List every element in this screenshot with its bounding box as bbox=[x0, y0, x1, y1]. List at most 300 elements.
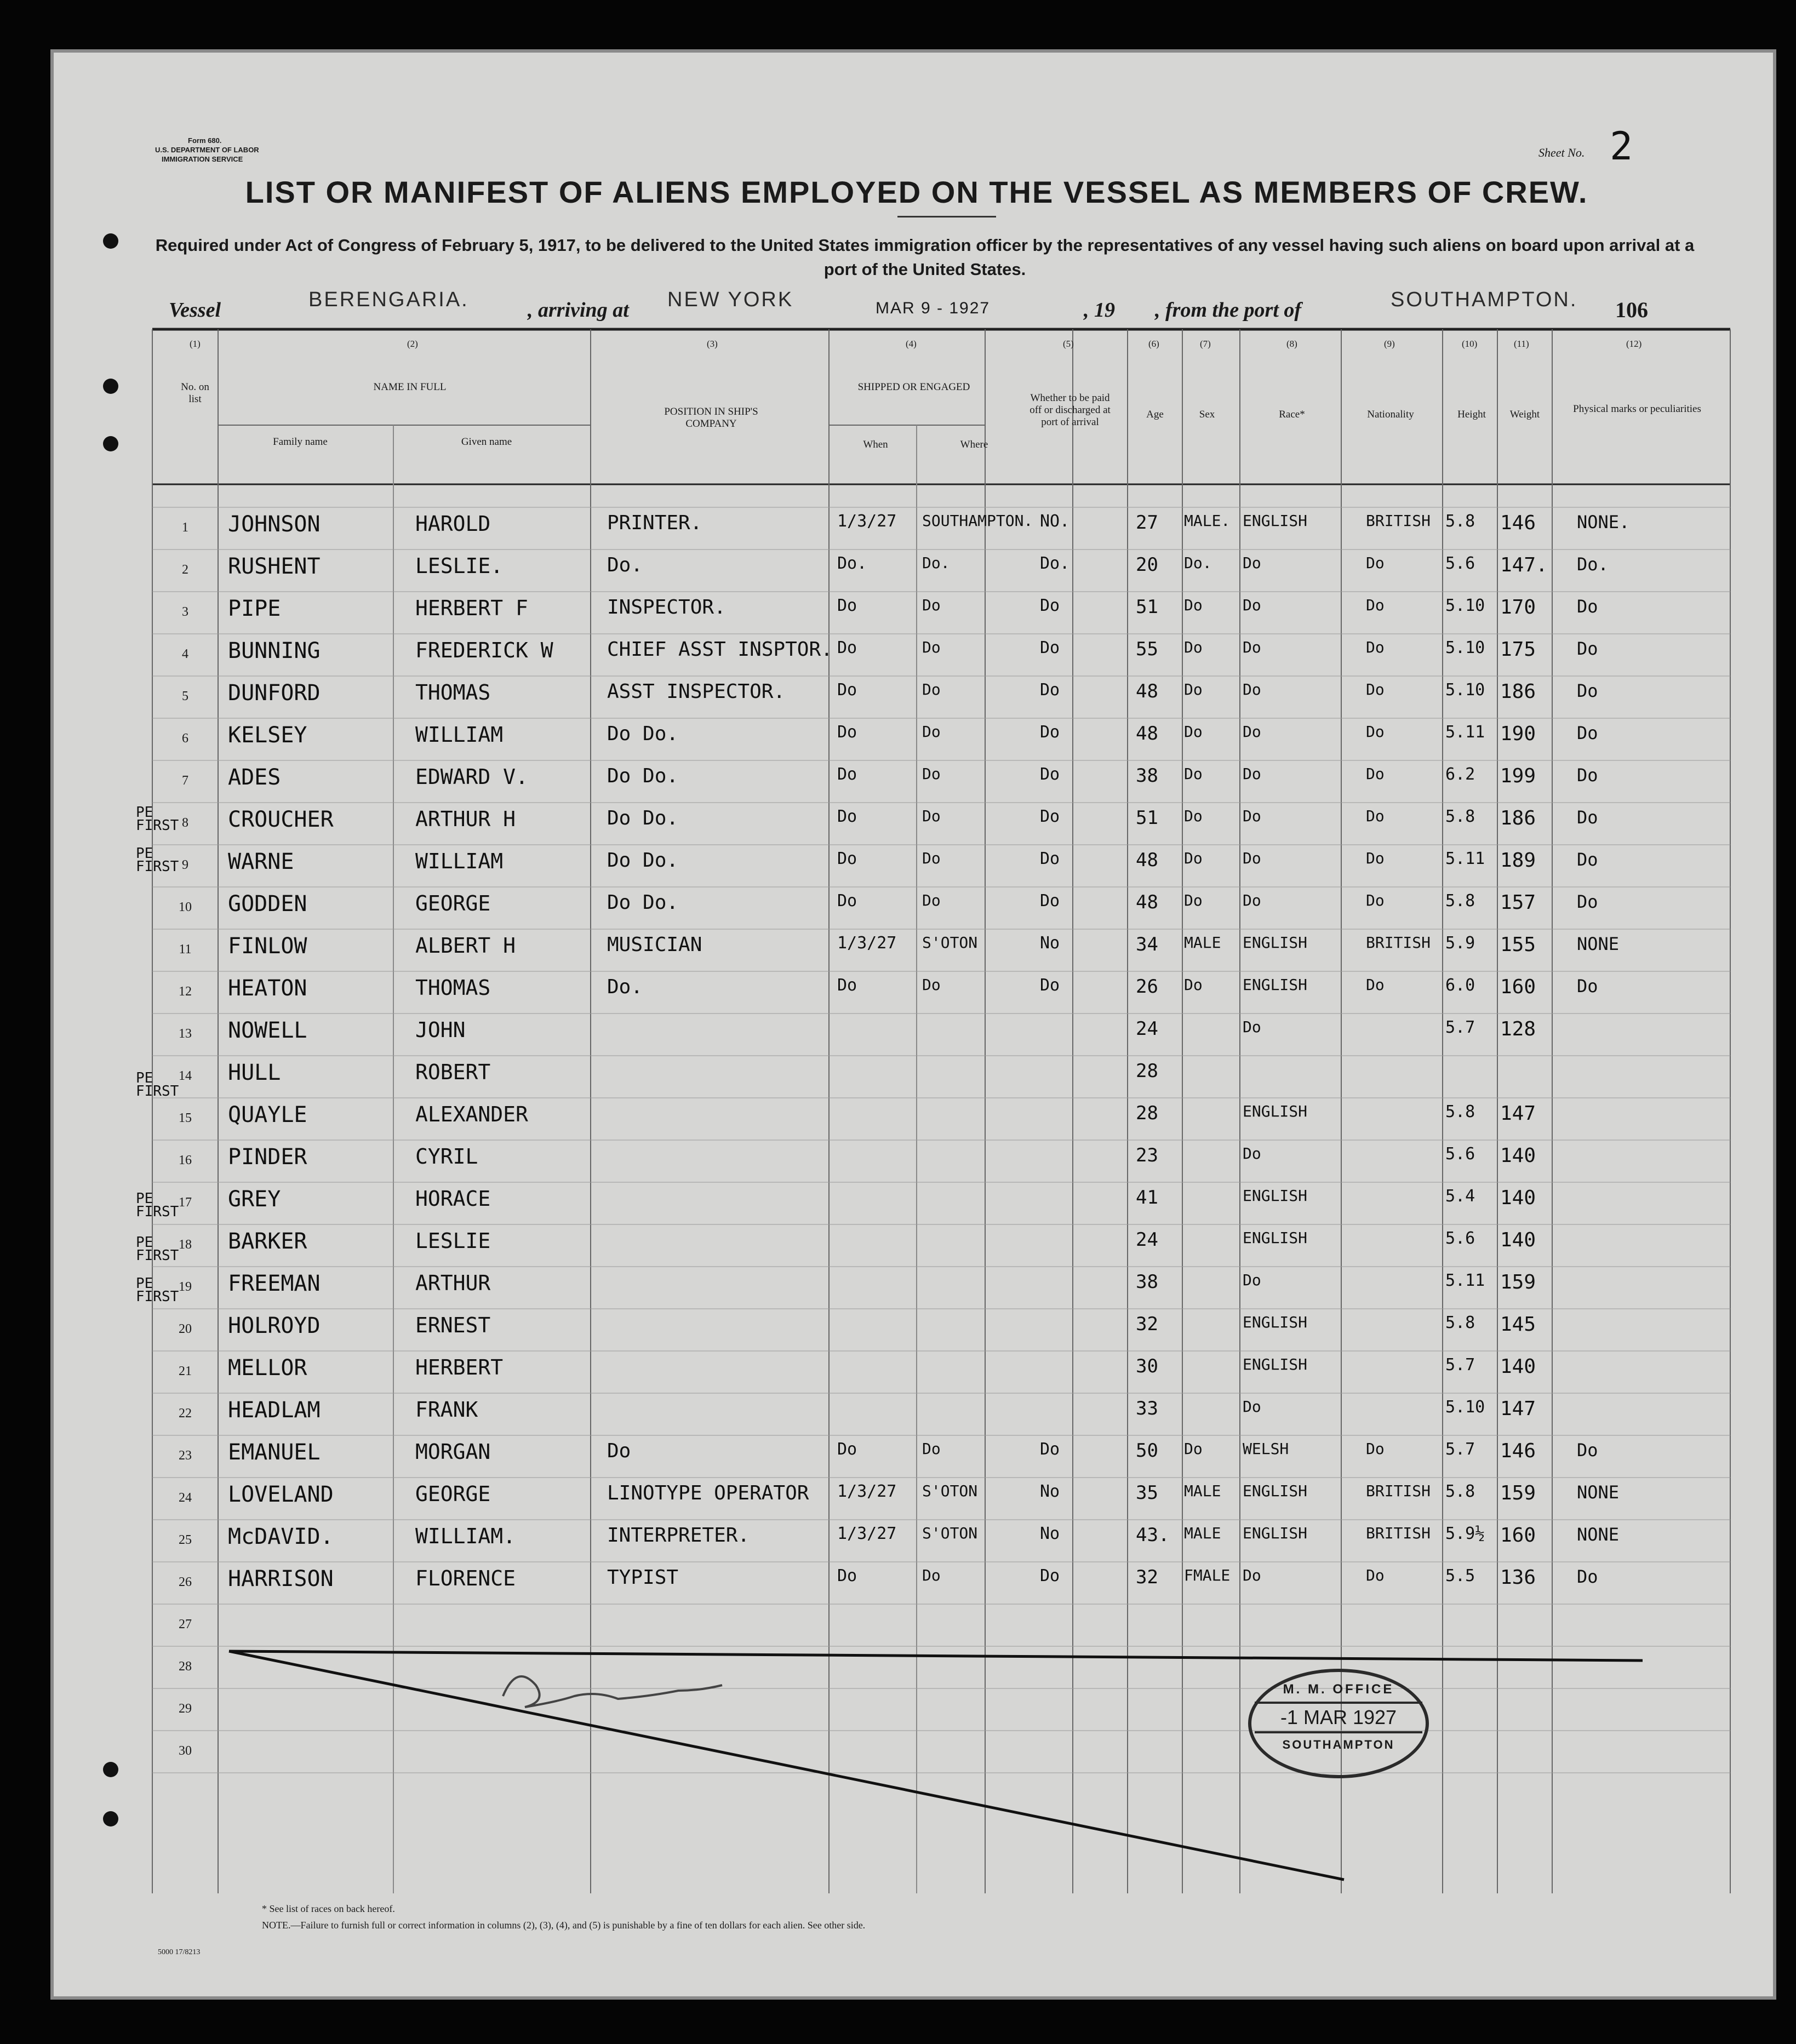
height: 5.8 bbox=[1445, 1313, 1475, 1332]
height: 5.8 bbox=[1445, 1102, 1475, 1121]
family-name: GODDEN bbox=[228, 891, 307, 917]
margin-note: PE FIRST bbox=[136, 1234, 179, 1264]
physical-marks: Do bbox=[1577, 723, 1598, 743]
shipped-when: 1/3/27 bbox=[837, 1482, 897, 1501]
height: 5.10 bbox=[1445, 638, 1485, 657]
height: 5.8 bbox=[1445, 1482, 1475, 1501]
paid-off: No bbox=[1040, 934, 1060, 953]
sex: MALE. bbox=[1184, 512, 1231, 530]
given-name: GEORGE bbox=[415, 891, 491, 915]
col1-header: No. on list bbox=[181, 381, 209, 405]
arriving-port: NEW YORK bbox=[667, 288, 794, 311]
given-name: FLORENCE bbox=[415, 1566, 516, 1590]
height: 5.7 bbox=[1445, 1440, 1475, 1459]
physical-marks: Do bbox=[1577, 638, 1598, 659]
height: 5.7 bbox=[1445, 1355, 1475, 1375]
age: 48 bbox=[1136, 891, 1158, 913]
age: 48 bbox=[1136, 723, 1158, 745]
nationality: Do bbox=[1366, 976, 1385, 994]
punch-hole bbox=[103, 1762, 118, 1777]
shipped-where: S'OTON bbox=[922, 1524, 978, 1542]
age: 23 bbox=[1136, 1144, 1158, 1166]
margin-note: PE FIRST bbox=[136, 1275, 179, 1305]
race: Do bbox=[1243, 1144, 1261, 1163]
physical-marks: Do bbox=[1577, 849, 1598, 870]
shipped-where: Do bbox=[922, 1440, 941, 1458]
height: 5.11 bbox=[1445, 1271, 1485, 1290]
given-name: HORACE bbox=[415, 1187, 491, 1211]
race: ENGLISH bbox=[1243, 1313, 1308, 1331]
height: 6.0 bbox=[1445, 976, 1475, 995]
weight: 175 bbox=[1500, 638, 1536, 661]
weight: 146 bbox=[1500, 1440, 1536, 1462]
vessel-name: BERENGARIA. bbox=[308, 288, 469, 311]
family-name: FREEMAN bbox=[228, 1271, 321, 1296]
given-name: WILLIAM. bbox=[415, 1524, 516, 1548]
col11-number: (11) bbox=[1514, 339, 1529, 349]
given-name: FRANK bbox=[415, 1398, 478, 1422]
row-number: 10 bbox=[179, 900, 192, 914]
col10-number: (10) bbox=[1462, 339, 1478, 349]
margin-note: PE FIRST bbox=[136, 845, 179, 875]
shipped-where: Do bbox=[922, 680, 941, 698]
height: 5.9½ bbox=[1445, 1524, 1485, 1543]
row-number: 13 bbox=[179, 1027, 192, 1041]
position: Do. bbox=[607, 976, 643, 998]
paid-off: Do bbox=[1040, 891, 1060, 911]
position: Do Do. bbox=[607, 807, 679, 829]
shipped-when: Do bbox=[837, 849, 857, 868]
shipped-when: Do bbox=[837, 976, 857, 995]
sex: Do bbox=[1184, 638, 1203, 656]
physical-marks: Do bbox=[1577, 976, 1598, 997]
race: Do bbox=[1243, 1566, 1261, 1584]
row-number: 3 bbox=[182, 605, 188, 619]
shipped-when: Do bbox=[837, 1440, 857, 1459]
vessel-label: Vessel bbox=[169, 299, 221, 322]
shipped-when: Do bbox=[837, 1566, 857, 1585]
row-number: 21 bbox=[179, 1364, 192, 1378]
paid-off: Do bbox=[1040, 1440, 1060, 1459]
cancel-lines bbox=[54, 53, 1780, 2003]
nationality: Do bbox=[1366, 891, 1385, 909]
race: ENGLISH bbox=[1243, 1229, 1308, 1247]
row-number: 30 bbox=[179, 1744, 192, 1758]
punch-hole bbox=[103, 379, 118, 394]
page-title: LIST OR MANIFEST OF ALIENS EMPLOYED ON THE VESSEL AS MEMBERS OF CREW. bbox=[245, 175, 1588, 209]
family-name: HEATON bbox=[228, 976, 307, 1001]
col3-number: (3) bbox=[707, 339, 718, 349]
race: Do bbox=[1243, 891, 1261, 909]
physical-marks: NONE bbox=[1577, 1524, 1620, 1545]
margin-note: PE FIRST bbox=[136, 1070, 179, 1100]
shipped-when: Do bbox=[837, 680, 857, 700]
race: WELSH bbox=[1243, 1440, 1289, 1458]
shipped-where: S'OTON bbox=[922, 1482, 978, 1500]
margin-note: PE FIRST bbox=[136, 804, 179, 834]
height: 5.8 bbox=[1445, 512, 1475, 531]
col6-number: (6) bbox=[1148, 339, 1159, 349]
col10-header: Height bbox=[1457, 409, 1486, 420]
col2b-header: Given name bbox=[461, 436, 512, 448]
shipped-where: Do bbox=[922, 849, 941, 867]
race: Do bbox=[1243, 1271, 1261, 1289]
col7-header: Sex bbox=[1199, 409, 1215, 420]
weight: 128 bbox=[1500, 1018, 1536, 1040]
family-name: HEADLAM bbox=[228, 1398, 321, 1423]
race: Do bbox=[1243, 1398, 1261, 1416]
col3-header: POSITION IN SHIP'S COMPANY bbox=[664, 406, 758, 430]
physical-marks: Do bbox=[1577, 1440, 1598, 1461]
col1-number: (1) bbox=[190, 339, 201, 349]
weight: 136 bbox=[1500, 1566, 1536, 1589]
shipped-when: Do bbox=[837, 891, 857, 911]
sex: FMALE bbox=[1184, 1566, 1231, 1584]
weight: 190 bbox=[1500, 723, 1536, 745]
shipped-where: Do bbox=[922, 891, 941, 909]
weight: 159 bbox=[1500, 1482, 1536, 1504]
stamp-date: -1 MAR 1927 bbox=[1255, 1702, 1422, 1733]
col7-number: (7) bbox=[1200, 339, 1211, 349]
position: ASST INSPECTOR. bbox=[607, 680, 786, 703]
col12-number: (12) bbox=[1626, 339, 1642, 349]
weight: 140 bbox=[1500, 1187, 1536, 1209]
sex: Do bbox=[1184, 1440, 1203, 1458]
col4b-header: Where bbox=[960, 439, 988, 450]
col9-number: (9) bbox=[1384, 339, 1395, 349]
given-name: LESLIE. bbox=[415, 554, 504, 578]
family-name: QUAYLE bbox=[228, 1102, 307, 1127]
age: 27 bbox=[1136, 512, 1158, 534]
paid-off: Do bbox=[1040, 849, 1060, 868]
height: 5.4 bbox=[1445, 1187, 1475, 1206]
family-name: CROUCHER bbox=[228, 807, 334, 832]
family-name: MELLOR bbox=[228, 1355, 307, 1381]
shipped-where: Do. bbox=[922, 554, 950, 572]
col8-number: (8) bbox=[1286, 339, 1297, 349]
page-subtitle: Required under Act of Congress of February 5, 1917, to be delivered to the United States immigration officer by the representatives of any vessel having such aliens on board upon arrival at a port of the United States. bbox=[155, 236, 1695, 279]
row-number: 17 bbox=[179, 1195, 192, 1210]
race: Do bbox=[1243, 1018, 1261, 1036]
paid-off: No bbox=[1040, 1524, 1060, 1543]
race: Do bbox=[1243, 849, 1261, 867]
family-name: BARKER bbox=[228, 1229, 307, 1254]
weight: 140 bbox=[1500, 1355, 1536, 1378]
position: Do Do. bbox=[607, 765, 679, 787]
height: 5.10 bbox=[1445, 680, 1485, 700]
punch-hole bbox=[103, 436, 118, 451]
position: INSPECTOR. bbox=[607, 596, 726, 619]
height: 5.8 bbox=[1445, 891, 1475, 911]
row-number: 1 bbox=[182, 520, 188, 535]
weight: 146 bbox=[1500, 512, 1536, 534]
weight: 160 bbox=[1500, 976, 1536, 998]
age: 24 bbox=[1136, 1229, 1158, 1251]
shipped-where: Do bbox=[922, 638, 941, 656]
position: INTERPRETER. bbox=[607, 1524, 750, 1547]
col11-header: Weight bbox=[1509, 409, 1540, 420]
shipped-when: Do bbox=[837, 638, 857, 657]
given-name: EDWARD V. bbox=[415, 765, 528, 789]
given-name: HERBERT F bbox=[415, 596, 528, 620]
age: 38 bbox=[1136, 1271, 1158, 1293]
paid-off: Do bbox=[1040, 807, 1060, 826]
position: MUSICIAN bbox=[607, 934, 702, 956]
height: 5.6 bbox=[1445, 554, 1475, 573]
weight: 155 bbox=[1500, 934, 1536, 956]
nationality: Do bbox=[1366, 596, 1385, 614]
arrival-date-stamp: MAR 9 - 1927 bbox=[876, 299, 991, 317]
physical-marks: Do bbox=[1577, 1566, 1598, 1587]
shipped-where: Do bbox=[922, 765, 941, 783]
family-name: EMANUEL bbox=[228, 1440, 321, 1465]
family-name: ADES bbox=[228, 765, 281, 790]
row-number: 26 bbox=[179, 1575, 192, 1589]
height: 5.10 bbox=[1445, 596, 1485, 615]
row-number: 22 bbox=[179, 1406, 192, 1421]
nationality: BRITISH bbox=[1366, 512, 1431, 530]
race: ENGLISH bbox=[1243, 1524, 1308, 1542]
given-name: ERNEST bbox=[415, 1313, 491, 1337]
age: 51 bbox=[1136, 596, 1158, 618]
height: 5.9 bbox=[1445, 934, 1475, 953]
physical-marks: Do bbox=[1577, 596, 1598, 617]
arriving-label: , arriving at bbox=[528, 299, 629, 322]
position: PRINTER. bbox=[607, 512, 702, 534]
given-name: ALEXANDER bbox=[415, 1102, 528, 1126]
given-name: ARTHUR bbox=[415, 1271, 491, 1295]
family-name: LOVELAND bbox=[228, 1482, 334, 1507]
given-name: ROBERT bbox=[415, 1060, 491, 1084]
col4a-header: When bbox=[863, 439, 888, 450]
age: 50 bbox=[1136, 1440, 1158, 1462]
punch-hole bbox=[103, 1811, 118, 1827]
nationality: Do bbox=[1366, 723, 1385, 741]
weight: 145 bbox=[1500, 1313, 1536, 1336]
sex: Do bbox=[1184, 765, 1203, 783]
nationality: Do bbox=[1366, 680, 1385, 698]
row-number: 8 bbox=[182, 816, 188, 830]
nationality: Do bbox=[1366, 638, 1385, 656]
row-number: 16 bbox=[179, 1153, 192, 1167]
sex: Do bbox=[1184, 596, 1203, 614]
margin-note: PE FIRST bbox=[136, 1190, 179, 1220]
given-name: THOMAS bbox=[415, 976, 491, 1000]
row-number: 5 bbox=[182, 689, 188, 703]
age: 28 bbox=[1136, 1102, 1158, 1124]
age: 28 bbox=[1136, 1060, 1158, 1082]
row-number: 25 bbox=[179, 1533, 192, 1547]
shipped-when: Do bbox=[837, 765, 857, 784]
row-number: 7 bbox=[182, 774, 188, 788]
shipped-where: Do bbox=[922, 1566, 941, 1584]
physical-marks: Do. bbox=[1577, 554, 1609, 575]
height: 5.11 bbox=[1445, 723, 1485, 742]
weight: 186 bbox=[1500, 680, 1536, 703]
nationality: BRITISH bbox=[1366, 934, 1431, 952]
nationality: Do bbox=[1366, 765, 1385, 783]
given-name: WILLIAM bbox=[415, 849, 504, 873]
physical-marks: Do bbox=[1577, 891, 1598, 912]
shipped-when: 1/3/27 bbox=[837, 934, 897, 953]
nationality: Do bbox=[1366, 807, 1385, 825]
shipped-where: Do bbox=[922, 596, 941, 614]
paid-off: Do bbox=[1040, 680, 1060, 700]
family-name: DUNFORD bbox=[228, 680, 321, 706]
height: 5.6 bbox=[1445, 1229, 1475, 1248]
weight: 159 bbox=[1500, 1271, 1536, 1293]
race: Do bbox=[1243, 723, 1261, 741]
paid-off: Do bbox=[1040, 1566, 1060, 1585]
physical-marks: Do bbox=[1577, 807, 1598, 828]
weight: 170 bbox=[1500, 596, 1536, 619]
weight: 160 bbox=[1500, 1524, 1536, 1547]
print-code: 5000 17/8213 bbox=[158, 1948, 201, 1956]
race: ENGLISH bbox=[1243, 1355, 1308, 1373]
given-name: HERBERT bbox=[415, 1355, 504, 1379]
race: Do bbox=[1243, 596, 1261, 614]
family-name: RUSHENT bbox=[228, 554, 321, 579]
position: Do. bbox=[607, 554, 643, 576]
weight: 186 bbox=[1500, 807, 1536, 829]
col5-header: Whether to be paid off or discharged at port of arrival bbox=[1029, 392, 1111, 428]
age: 48 bbox=[1136, 680, 1158, 702]
family-name: BUNNING bbox=[228, 638, 321, 663]
sheet-label: Sheet No. bbox=[1538, 146, 1585, 159]
sex: Do bbox=[1184, 849, 1203, 867]
height: 5.8 bbox=[1445, 807, 1475, 826]
race: ENGLISH bbox=[1243, 1102, 1308, 1120]
height: 5.11 bbox=[1445, 849, 1485, 868]
race: Do bbox=[1243, 680, 1261, 698]
weight: 189 bbox=[1500, 849, 1536, 872]
year-label: , 19 bbox=[1084, 299, 1115, 322]
age: 41 bbox=[1136, 1187, 1158, 1209]
family-name: McDAVID. bbox=[228, 1524, 334, 1549]
row-number: 18 bbox=[179, 1238, 192, 1252]
family-name: NOWELL bbox=[228, 1018, 307, 1043]
shipped-where: SOUTHAMPTON. bbox=[922, 512, 1033, 530]
nationality: BRITISH bbox=[1366, 1482, 1431, 1500]
weight: 147 bbox=[1500, 1102, 1536, 1125]
row-number: 27 bbox=[179, 1617, 192, 1631]
physical-marks: Do bbox=[1577, 680, 1598, 701]
race: ENGLISH bbox=[1243, 1187, 1308, 1205]
row-number: 12 bbox=[179, 984, 192, 999]
nationality: BRITISH bbox=[1366, 1524, 1431, 1542]
race-footnote: * See list of races on back hereof. bbox=[262, 1903, 395, 1914]
col4-number: (4) bbox=[906, 339, 917, 349]
form-number: Form 680. bbox=[188, 136, 222, 145]
shipped-where: Do bbox=[922, 723, 941, 741]
age: 20 bbox=[1136, 554, 1158, 576]
family-name: WARNE bbox=[228, 849, 294, 874]
row-number: 4 bbox=[182, 647, 188, 661]
position: Do Do. bbox=[607, 723, 679, 745]
age: 48 bbox=[1136, 849, 1158, 871]
shipped-where: S'OTON bbox=[922, 934, 978, 952]
age: 32 bbox=[1136, 1566, 1158, 1588]
race: ENGLISH bbox=[1243, 512, 1308, 530]
position: LINOTYPE OPERATOR bbox=[607, 1482, 809, 1504]
given-name: FREDERICK W bbox=[415, 638, 553, 662]
weight: 199 bbox=[1500, 765, 1536, 787]
family-name: HARRISON bbox=[228, 1566, 334, 1591]
shipped-where: Do bbox=[922, 807, 941, 825]
height: 6.2 bbox=[1445, 765, 1475, 784]
sex: Do bbox=[1184, 807, 1203, 825]
given-name: ALBERT H bbox=[415, 934, 516, 958]
paid-off: Do bbox=[1040, 596, 1060, 615]
row-number: 23 bbox=[179, 1448, 192, 1463]
nationality: Do bbox=[1366, 849, 1385, 867]
col8-header: Race* bbox=[1279, 409, 1305, 420]
family-name: HULL bbox=[228, 1060, 281, 1085]
physical-marks: NONE bbox=[1577, 1482, 1620, 1503]
paid-off: NO. bbox=[1040, 512, 1070, 531]
given-name: JOHN bbox=[415, 1018, 466, 1042]
from-label: , from the port of bbox=[1155, 299, 1302, 322]
row-number: 2 bbox=[182, 563, 188, 577]
position: TYPIST bbox=[607, 1566, 679, 1589]
department: U.S. DEPARTMENT OF LABOR bbox=[155, 146, 259, 154]
age: 26 bbox=[1136, 976, 1158, 998]
height: 5.10 bbox=[1445, 1398, 1485, 1417]
nationality: Do bbox=[1366, 554, 1385, 572]
weight: 140 bbox=[1500, 1229, 1536, 1251]
height: 5.7 bbox=[1445, 1018, 1475, 1037]
shipped-when: 1/3/27 bbox=[837, 512, 897, 531]
shipped-when: Do bbox=[837, 723, 857, 742]
age: 30 bbox=[1136, 1355, 1158, 1377]
row-number: 24 bbox=[179, 1491, 192, 1505]
age: 32 bbox=[1136, 1313, 1158, 1335]
height: 5.5 bbox=[1445, 1566, 1475, 1585]
shipped-where: Do bbox=[922, 976, 941, 994]
race: ENGLISH bbox=[1243, 1482, 1308, 1500]
col12-header: Physical marks or peculiarities bbox=[1573, 403, 1701, 415]
stamp-place: SOUTHAMPTON bbox=[1282, 1738, 1395, 1751]
physical-marks: NONE. bbox=[1577, 512, 1630, 533]
race: ENGLISH bbox=[1243, 934, 1308, 952]
sheet-number: 2 bbox=[1610, 124, 1633, 169]
race: Do bbox=[1243, 554, 1261, 572]
given-name: MORGAN bbox=[415, 1440, 491, 1464]
given-name: THOMAS bbox=[415, 680, 491, 705]
col9-header: Nationality bbox=[1367, 409, 1414, 420]
paid-off: Do bbox=[1040, 723, 1060, 742]
stamp-office: M. M. OFFICE bbox=[1283, 1682, 1394, 1697]
family-name: FINLOW bbox=[228, 934, 307, 959]
shipped-when: Do. bbox=[837, 554, 867, 573]
position: Do bbox=[607, 1440, 631, 1462]
family-name: PIPE bbox=[228, 596, 281, 621]
age: 34 bbox=[1136, 934, 1158, 955]
nationality: Do bbox=[1366, 1440, 1385, 1458]
given-name: ARTHUR H bbox=[415, 807, 516, 831]
manifest-page bbox=[50, 49, 1776, 2000]
weight: 147 bbox=[1500, 1398, 1536, 1420]
age: 43. bbox=[1136, 1524, 1170, 1546]
weight: 140 bbox=[1500, 1144, 1536, 1167]
age: 33 bbox=[1136, 1398, 1158, 1419]
age: 38 bbox=[1136, 765, 1158, 787]
shipped-when: Do bbox=[837, 596, 857, 615]
sex: Do bbox=[1184, 723, 1203, 741]
sex: Do. bbox=[1184, 554, 1212, 572]
family-name: JOHNSON bbox=[228, 512, 321, 537]
sex: MALE bbox=[1184, 934, 1221, 952]
